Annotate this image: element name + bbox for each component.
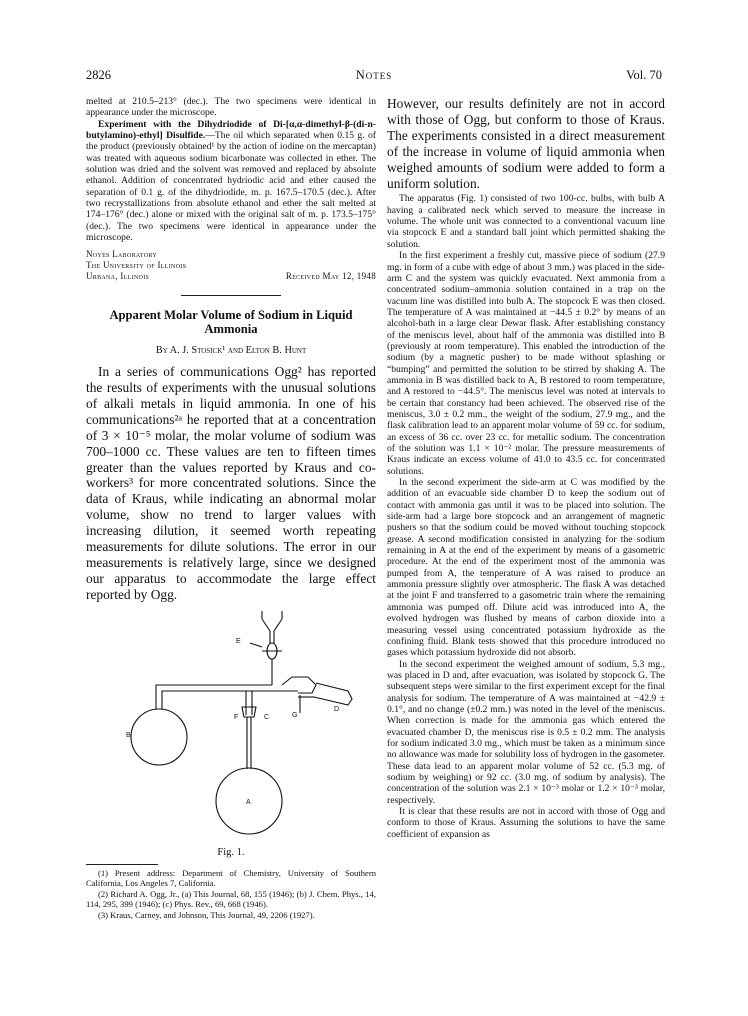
left-column: [86, 96, 376, 920]
received-date: Received May 12, 1948: [285, 270, 376, 281]
joint-f: [242, 707, 256, 717]
article-title: Apparent Molar Volume of Sodium in Liquid Ammonia: [109, 307, 353, 337]
university-name: The University of Illinois: [86, 260, 187, 271]
label-b: B: [126, 731, 131, 739]
figure-caption: Fig. 1.: [217, 846, 245, 858]
label-d: D: [334, 705, 340, 713]
section-title: Notes: [355, 68, 393, 82]
apparatus-paragraph: The apparatus (Fig. 1) consisted of two 100-cc. bulbs, with bulb A having a calibrated neck which served to measure the increase in volume. The whole unit was connected to a conventional vacuum line via stopcock E and a standard ball joint which permitted shaking the solution.: [387, 193, 665, 250]
label-g: G: [292, 711, 298, 719]
ball-joint-left: [262, 611, 270, 643]
label-f: F: [234, 713, 239, 721]
bulb-b: [131, 709, 187, 765]
footnote-rule: [86, 864, 158, 865]
first-experiment-paragraph: In the first experiment a freshly cut, massive piece of sodium (27.9 mg. in form of a cube with edge of about 3 mm.) was placed in the side-arm C and the system was quickly evacuated. Next ammonia from a concentrated sodium–ammonia solution contained in a trap on the vacuum line was distilled into bulb A. The stopcock E was then closed. The temperature of A was maintained at −44.5 ± 0.2° by means of an alcohol-bath in a large clear Dewar flask. After establishing constancy of the meniscus level, about half of the ammonia was distilled into B (previously at room temperature). This enabled the introduction of the sodium (by a magnetic pusher) to be made without splashing or “bumping” and permitted the solution to be stirred by shaking A. The ammonia in B was distilled back to A, B restored to room temperature, and A restored to −44.5°. The meniscus level was noted at intervals to be certain that constancy had been achieved. The observed rise of the meniscus, 3.0 ± 0.2 mm., the weight of the sodium, 27.9 mg., and the flask calibration lead to an apparent molar volume of 59 cc. for sodium, an excess of 36 cc. over 23 cc. for metallic sodium. The concentration of the solution was 1.1 × 10⁻² molar. The pressure measurements of Kraus indicate an excess volume of 41.0 to 43.5 cc. for concentrated solutions.: [387, 250, 665, 477]
side-chamber-d: [314, 683, 352, 705]
apparatus-figure: [86, 607, 376, 845]
second-experiment-results-paragraph: In the second experiment the weighed amount of sodium, 5.3 mg., was placed in D and, after evacuation, was isolated by stopcock G. The subsequent steps were similar to the first experiment except for the final analysis for sodium. The temperature of A was maintained at −42.9 ± 0.1°, and no change (±0.2 mm.) was noted in the level of the meniscus. When correction is made for the ammonia gas which entered the evacuated chamber D, the meniscus rise is 0.5 ± 0.2 mm. The analysis for sodium indicated 3.0 mg., which must be taken as a minimum since no allowance was made for solubility loss of hydrogen in the gasometer. These data lead to an apparent molar volume of 52 cc. (5.3 mg. of sodium by weighing) or 92 cc. (3.0 mg. of sodium by analysis). The concentration of the solution was 2.1 × 10⁻³ molar or 1.2 × 10⁻³ molar, respectively.: [387, 658, 665, 806]
experiment-heading: Experiment with the Dihydriodide of Di-[α,α-dimethyl-β-(di-n-butylamino)-ethyl] Disulfide.: [86, 118, 376, 142]
city: Urbana, Illinois: [86, 270, 150, 281]
tube-b-inner: [162, 691, 206, 709]
tube-b-outer: [156, 685, 206, 709]
lab-name: Noyes Laboratory: [86, 249, 157, 260]
running-header: [86, 68, 662, 84]
label-e-leader: [250, 643, 262, 647]
page-number: 2826: [86, 68, 111, 82]
article-authors: By A. J. Stosick¹ and Elton B. Hunt: [155, 344, 307, 356]
lead-paragraph: However, our results definitely are not in accord with those of Ogg, but conform to those of Kraus. The experiments consisted in a direct measurement of the increase in volume of liquid ammonia when weighed amounts of sodium were added to form a uniform solution.: [387, 96, 665, 191]
experiment-paragraph: [86, 119, 376, 244]
section-divider: [181, 295, 281, 296]
apparatus-diagram: [86, 607, 376, 845]
footnote-1: (1) Present address: Department of Chemistry, University of Southern California, Los Angeles 7, California.: [86, 868, 376, 889]
label-a: A: [246, 798, 251, 806]
conclusion-paragraph: It is clear that these results are not in accord with those of Ogg and conform to those of Kraus. Assuming the solutions to have the same coefficient of expansion as: [387, 806, 665, 840]
footnote-3: (3) Kraus, Carney, and Johnson, This Journal, 49, 2206 (1927).: [98, 909, 315, 920]
label-e: E: [236, 637, 241, 645]
lab-address: [86, 249, 376, 281]
footnote-2: (2) Richard A. Ogg, Jr., (a) This Journal, 68, 155 (1946); (b) J. Chem. Phys., 14, 114, 295, 399 (1946); (c) Phys. Rev., 69, 668 (1946).: [86, 888, 376, 910]
right-column: [387, 96, 665, 840]
intro-paragraph: In a series of communications Ogg² has reported the results of experiments with the unusual solutions of alkali metals in liquid ammonia. In one of his communications²ᵃ he reported that at a concentration of 3 × 10⁻⁵ molar, the molar volume of sodium was 700–1000 cc. These values are ten to fifteen times greater than the values reported by Kraus and co-workers³ for more concentrated solutions. Since the data of Kraus, while indicating an abnormal molar volume, show no trend to larger values with increasing dilution, it seemed worth repeating measurements for dilute solutions. The error in our measurements is relatively large, since we designed our apparatus to accommodate the large effect reported by Ogg.: [86, 364, 376, 602]
experiment-body: —The oil which separated when 0.15 g. of the product (previously obtained¹ by the action of iodine on the mercaptan) was treated with aqueous sodium bicarbonate was collected in ether. The solution was dried and the solvent was removed and replaced by absolute ethanol. Addition of concentrated hydriodic acid and ether caused the separation of 0.1 g. of the dihydriodide, m. p. 167.5–170.5 (dec.). After two recrystallizations from absolute ethanol and ether the salt melted at 174–176° (dec.) alone or mixed with the original salt of m. p. 173.5–175° (dec.). The two specimens were identical in appearance under the microscope.: [86, 130, 376, 244]
continued-paragraph: melted at 210.5–213° (dec.). The two specimens were identical in appearance under the microscope.: [86, 96, 376, 119]
ball-joint-right: [274, 611, 282, 643]
volume-label: Vol. 70: [626, 68, 662, 82]
second-experiment-setup-paragraph: In the second experiment the side-arm at C was modified by the addition of an evacuable side chamber D to keep the sodium out of contact with ammonia gas until it was to be placed into solution. The side-arm had a large bore stopcock and an arrangement of magnetic pushers so that the sodium could be moved without touching stopcock grease. A second modification consisted in analyzing for the sodium remaining in A at the end of the experiment by means of a gasometric procedure. At the end of the experiment most of the ammonia was pumped from A, the temperature of A was raised to produce an ammonia pressure slightly over atmospheric. The flask A was detached at the joint F and transferred to a gasometric train where the remaining ammonia was pumped off. Dilute acid was introduced into A, the evolved hydrogen was flushed by means of carbon dioxide into a measuring vessel using concentrated potassium hydroxide as the confining fluid. Blank tests showed that this procedure introduced no gases which potassium hydroxide did not absorb.: [387, 477, 665, 659]
label-c: C: [264, 713, 270, 721]
